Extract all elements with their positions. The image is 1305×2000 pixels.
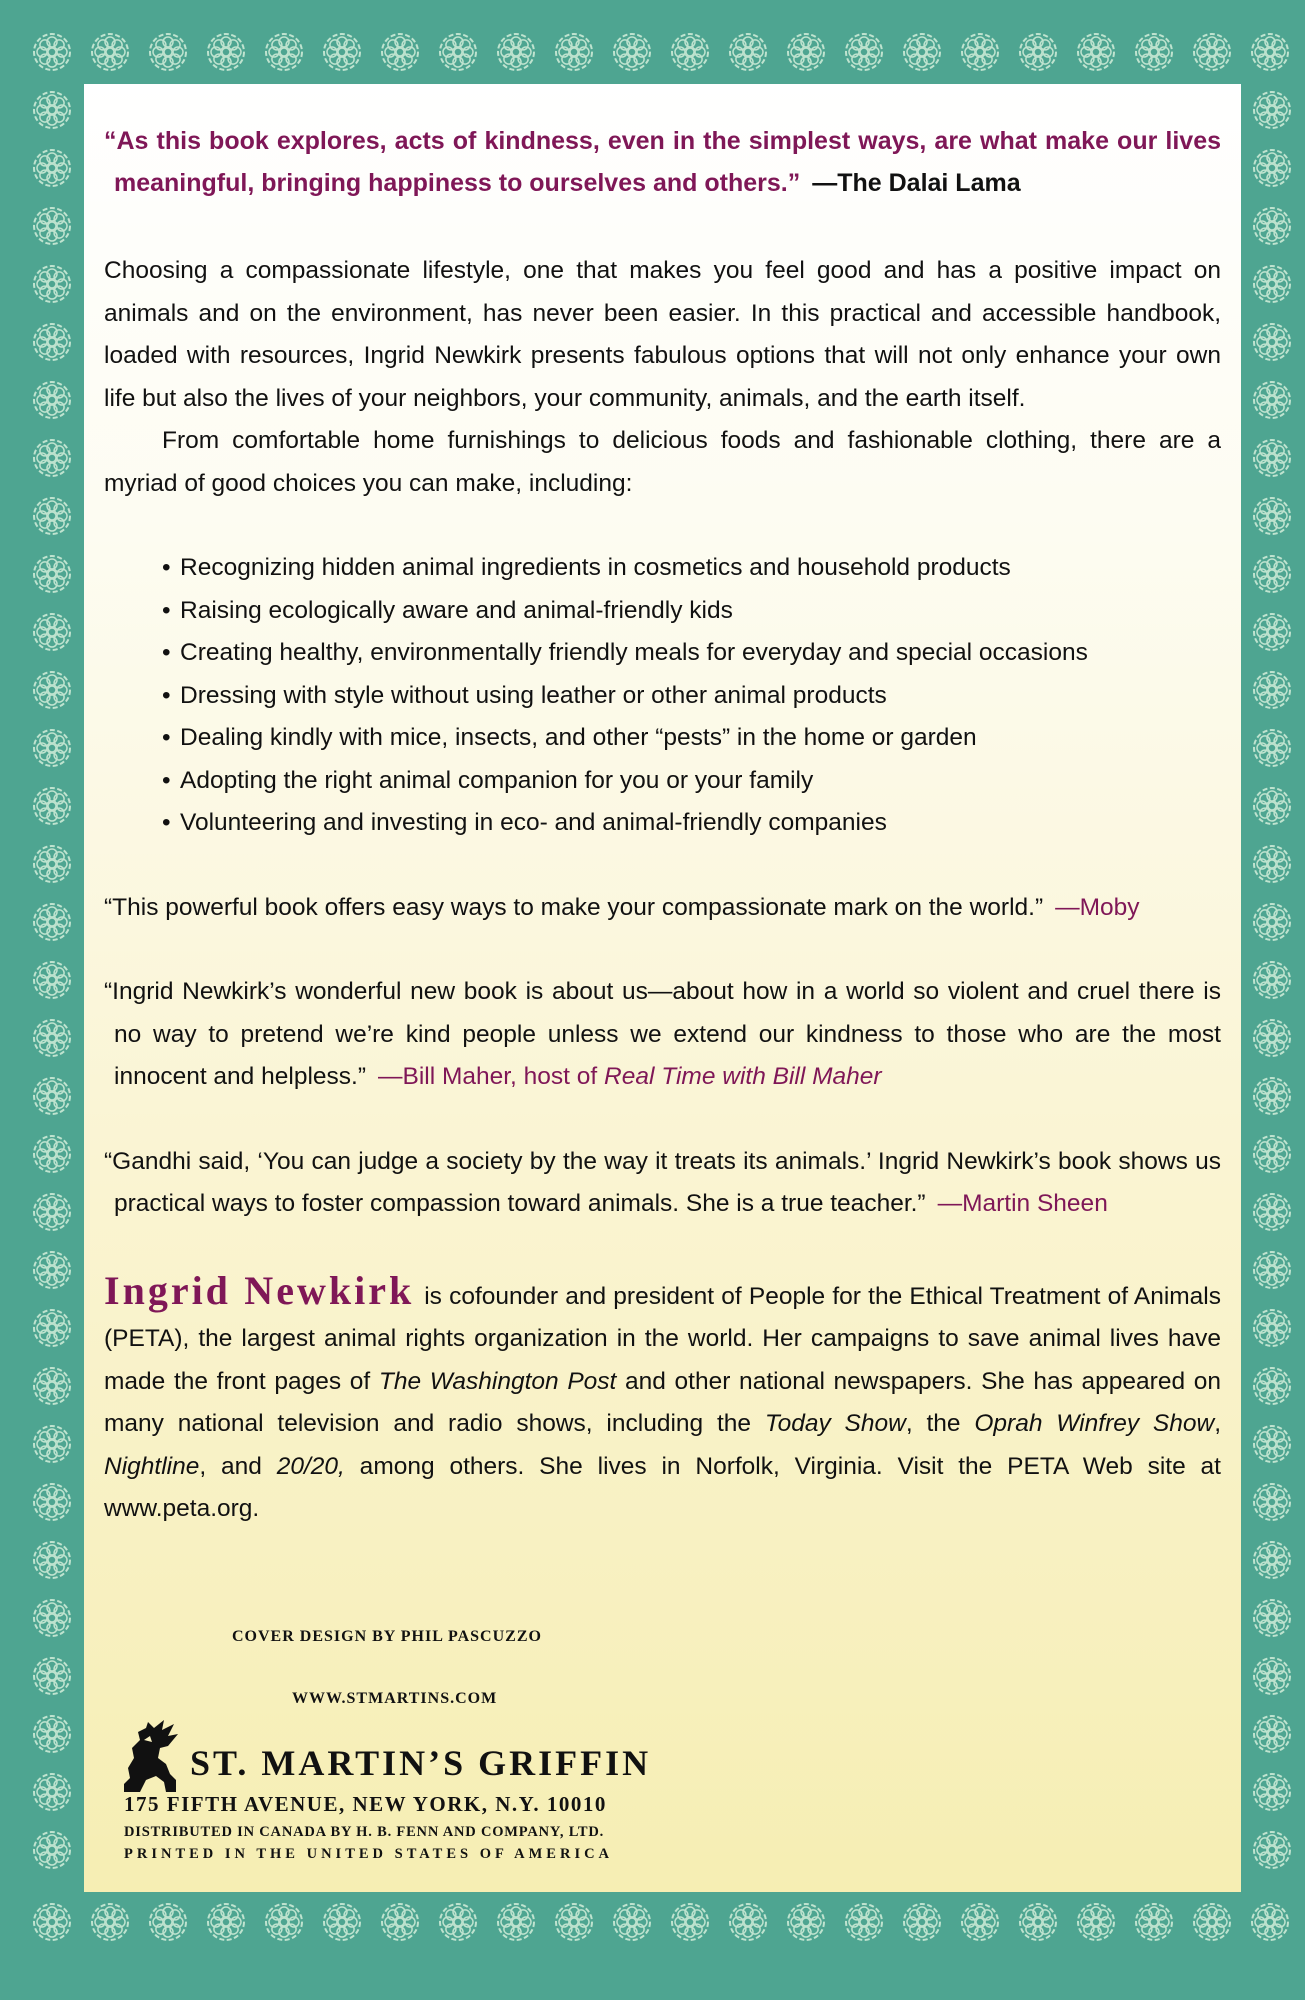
rosette-icon [904,34,940,70]
epigraph [104,120,1221,204]
rosette-icon [34,1832,70,1868]
rosette-icon [34,730,70,766]
rosette-icon [962,1904,998,1940]
bullet-icon: • [162,766,171,794]
rosette-icon [34,208,70,244]
rosette-icon [324,34,360,70]
description-paragraph-1: Choosing a compassionate lifestyle, one that makes you feel good and has a positive impact on animals and on the environment, has never been easier. In this practical and accessible handbook, loaded with resources, Ingrid Newkirk presents fabulous options that will not only enhance your own life but also the lives of your neighbors, your community, animals, and the earth itself. [104,257,1221,412]
rosette-icon [34,440,70,476]
rosette-icon [34,962,70,998]
rosette-icon [440,1904,476,1940]
rosette-icon [1254,1658,1290,1694]
rosette-icon [1254,1426,1290,1462]
rosette-icon [34,498,70,534]
list-item: • Creating healthy, environmentally friendly meals for everyday and special occasions [162,632,1221,675]
rosette-icon [208,34,244,70]
rosette-icon [34,1368,70,1404]
rosette-icon [498,34,534,70]
rosette-icon [556,1904,592,1940]
rosette-icon [1254,266,1290,302]
rosette-icon [1252,1904,1288,1940]
rosette-icon [672,34,708,70]
rosette-icon [1136,1904,1172,1940]
bullet-list [162,547,1221,845]
rosette-icon [34,1078,70,1114]
rosette-icon [34,1484,70,1520]
rosette-icon [1078,1904,1114,1940]
rosette-icon [788,1904,824,1940]
rosette-icon [1254,440,1290,476]
rosette-icon [34,1252,70,1288]
rosette-icon [382,1904,418,1940]
rosette-icon [846,34,882,70]
rosette-icon [34,614,70,650]
rosette-icon [34,1716,70,1752]
rosette-icon [1254,904,1290,940]
rosette-icon [730,1904,766,1940]
list-item: • Dealing kindly with mice, insects, and other “pests” in the home or garden [162,717,1221,760]
rosette-icon [846,1904,882,1940]
rosette-icon [1194,34,1230,70]
rosette-icon [34,1310,70,1346]
rosette-icon [614,1904,650,1940]
rosette-icon [34,1542,70,1578]
rosette-icon [266,1904,302,1940]
rosette-icon [1254,1252,1290,1288]
rosette-icon [34,556,70,592]
epigraph-attribution: —The Dalai Lama [812,169,1021,197]
author-name: Ingrid Newkirk [104,1267,415,1313]
rosette-icon [34,266,70,302]
bullet-icon: • [162,724,171,751]
rosette-icon [34,846,70,882]
publisher-name: ST. MARTIN’S GRIFFIN [190,1743,652,1783]
description-paragraph-2: From comfortable home furnishings to delicious foods and fashionable clothing, there are a myriad of good choices you can make, including: [104,427,1221,497]
printed-in-note: PRINTED IN THE UNITED STATES OF AMERICA [124,1846,614,1862]
blurb-martin-sheen: “Gandhi said, ‘You can judge a society by the way it treats its animals.’ Ingrid Newkirk’s book shows us practical ways to foster compassion toward animals. She is a true teacher.” —Martin Sheen [104,1147,1221,1217]
rosette-icon [266,34,302,70]
rosette-icon [150,1904,186,1940]
rosette-icon [382,34,418,70]
rosette-icon [1254,672,1290,708]
cover-design-credit: COVER DESIGN BY PHIL PASCUZZO [232,1628,542,1645]
rosette-icon [34,1194,70,1230]
publisher-website: WWW.STMARTINS.COM [292,1690,498,1707]
rosette-icon [92,34,128,70]
rosette-icon [1254,208,1290,244]
bullet-icon: • [162,554,171,581]
publisher-address: 175 FIFTH AVENUE, NEW YORK, N.Y. 10010 [124,1792,607,1816]
rosette-icon [672,1904,708,1940]
blurb-attribution: —Bill Maher, host of Real Time with Bill Maher [377,1063,882,1090]
rosette-icon [1252,34,1288,70]
rosette-icon [34,150,70,186]
rosette-icon [1254,150,1290,186]
rosette-icon [1254,846,1290,882]
list-item: • Recognizing hidden animal ingredients in cosmetics and household products [162,547,1221,590]
list-item: • Dressing with style without using leather or other animal products [162,675,1221,718]
rosette-icon [1254,324,1290,360]
rosette-icon [1020,34,1056,70]
rosette-icon [92,1904,128,1940]
rosette-icon [1254,614,1290,650]
blurb-attribution: —Martin Sheen [937,1190,1108,1217]
rosette-icon [34,672,70,708]
distribution-note: DISTRIBUTED IN CANADA BY H. B. FENN AND COMPANY, LTD. [124,1824,605,1840]
rosette-icon [788,34,824,70]
rosette-icon [324,1904,360,1940]
rosette-icon [34,1020,70,1056]
content-panel [84,84,1241,1892]
rosette-icon [1254,1368,1290,1404]
rosette-icon [962,34,998,70]
author-bio: Ingrid Newkirk is cofounder and president of People for the Ethical Treatment of Animals (PETA), the largest animal rights organization in the world. Her campaigns to save animal lives have made the front pages of The Washington Post and other national newspapers. She has appeared on many national television and radio shows, including the Today Show, the Oprah Winfrey Show, Nightline, and 20/20, among others. She lives in Norfolk, Virginia. Visit the PETA Web site at www.peta.org. [104,1267,1222,1522]
rosette-icon [1254,962,1290,998]
rosette-icon [1254,1484,1290,1520]
list-item: • Raising ecologically aware and animal-friendly kids [162,590,1221,633]
rosette-icon [34,1774,70,1810]
rosette-icon [1254,1020,1290,1056]
rosette-icon [498,1904,534,1940]
rosette-icon [1254,498,1290,534]
rosette-icon [1020,1904,1056,1940]
rosette-icon [1136,34,1172,70]
bullet-icon: • [162,596,171,624]
rosette-icon [34,904,70,940]
rosette-icon [150,34,186,70]
bullet-icon: • [162,639,171,666]
rosette-icon [1254,1542,1290,1578]
list-item: • Adopting the right animal companion for you or your family [162,760,1221,803]
rosette-icon [1254,92,1290,128]
rosette-icon [34,34,70,70]
rosette-icon [1254,556,1290,592]
rosette-icon [34,1136,70,1172]
rosette-icon [34,92,70,128]
rosette-icon [34,788,70,824]
rosette-icon [1254,1716,1290,1752]
griffin-icon [118,1718,182,1794]
bullet-icon: • [162,681,171,709]
rosette-icon [1254,1078,1290,1114]
rosette-icon [1254,730,1290,766]
bullet-icon: • [162,809,171,836]
rosette-icon [556,34,592,70]
rosette-icon [1254,788,1290,824]
rosette-icon [34,1426,70,1462]
list-item: • Volunteering and investing in eco- and animal-friendly companies [162,802,1221,845]
rosette-icon [208,1904,244,1940]
rosette-icon [440,34,476,70]
epigraph-quote: “As this book explores, acts of kindness, even in the simplest ways, are what make our lives meaningful, bringing happiness to ourselves and others.” [104,127,1221,197]
rosette-icon [1254,1774,1290,1810]
rosette-icon [1254,382,1290,418]
rosette-icon [1254,1832,1290,1868]
rosette-icon [614,34,650,70]
blurb-bill-maher: “Ingrid Newkirk’s wonderful new book is about us—about how in a world so violent and cruel there is no way to pretend we’re kind people unless we extend our kindness to those who are the most innocent and helpless.” —Bill Maher, host of Real Time with Bill Maher [104,978,1221,1090]
rosette-icon [1254,1600,1290,1636]
rosette-icon [1254,1136,1290,1172]
rosette-icon [730,34,766,70]
rosette-icon [34,324,70,360]
blurb-moby: “This powerful book offers easy ways to make your compassionate mark on the world.” —Moby [104,893,1140,921]
rosette-icon [1078,34,1114,70]
rosette-icon [34,1904,70,1940]
rosette-icon [34,1658,70,1694]
rosette-icon [1194,1904,1230,1940]
rosette-icon [34,382,70,418]
rosette-icon [1254,1310,1290,1346]
blurb-attribution: —Moby [1055,893,1140,921]
rosette-icon [904,1904,940,1940]
rosette-icon [34,1600,70,1636]
rosette-icon [1254,1194,1290,1230]
